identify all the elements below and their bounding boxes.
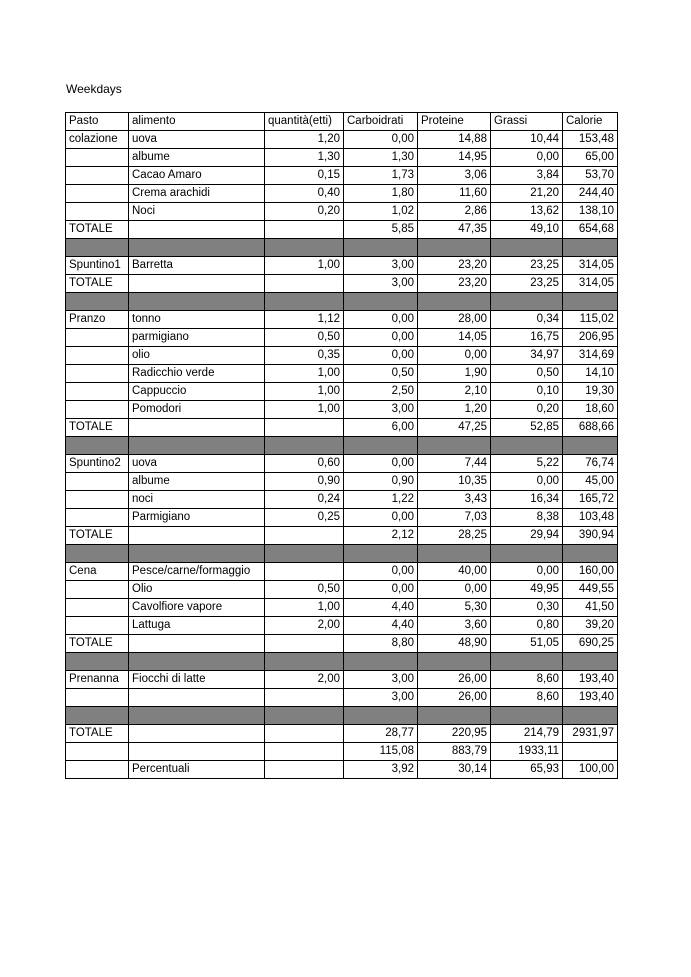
cell-quantita: 1,20 [265,131,344,149]
cell-pasto: Cena [66,563,129,581]
table-row [66,581,618,599]
cell-quantita: 1,00 [265,401,344,419]
table-row [66,725,618,743]
cell-pasto: TOTALE [66,527,129,545]
cell-alimento [129,275,265,293]
sheet-title: Weekdays [66,82,122,96]
cell-grassi: 0,80 [491,617,563,635]
cell-alimento [129,419,265,437]
cell-carboidrati [344,437,418,455]
cell-carboidrati: 8,80 [344,635,418,653]
cell-carboidrati: 3,00 [344,257,418,275]
cell-pasto: colazione [66,131,129,149]
table-row [66,761,618,779]
cell-proteine: 1,20 [418,401,491,419]
cell-grassi: 0,20 [491,401,563,419]
cell-grassi [491,293,563,311]
table-row [66,599,618,617]
table-row [66,311,618,329]
cell-quantita [265,221,344,239]
cell-grassi [491,545,563,563]
cell-proteine: 10,35 [418,473,491,491]
cell-alimento: Barretta [129,257,265,275]
cell-proteine: 2,10 [418,383,491,401]
table-row [66,275,618,293]
cell-alimento: albume [129,149,265,167]
cell-alimento: Noci [129,203,265,221]
cell-grassi: 23,25 [491,257,563,275]
cell-carboidrati: 1,73 [344,167,418,185]
cell-quantita [265,239,344,257]
cell-calorie: 690,25 [563,635,618,653]
cell-calorie: 314,05 [563,275,618,293]
cell-carboidrati [344,239,418,257]
cell-carboidrati: 1,80 [344,185,418,203]
cell-calorie [563,743,618,761]
cell-calorie: 654,68 [563,221,618,239]
cell-pasto [66,239,129,257]
cell-proteine: 28,25 [418,527,491,545]
cell-alimento: albume [129,473,265,491]
cell-proteine: 220,95 [418,725,491,743]
cell-proteine [418,707,491,725]
cell-quantita [265,653,344,671]
cell-calorie: 103,48 [563,509,618,527]
cell-calorie: 244,40 [563,185,618,203]
separator-row [66,545,618,563]
header-alimento: alimento [129,113,265,131]
cell-carboidrati: 6,00 [344,419,418,437]
cell-carboidrati [344,707,418,725]
cell-pasto [66,545,129,563]
cell-quantita: 2,00 [265,617,344,635]
cell-alimento: Cacao Amaro [129,167,265,185]
table-row [66,473,618,491]
cell-grassi [491,239,563,257]
cell-grassi: 21,20 [491,185,563,203]
cell-pasto [66,167,129,185]
cell-calorie: 45,00 [563,473,618,491]
table-row [66,743,618,761]
cell-proteine [418,293,491,311]
cell-pasto [66,365,129,383]
cell-calorie: 206,95 [563,329,618,347]
cell-calorie: 14,10 [563,365,618,383]
cell-proteine: 30,14 [418,761,491,779]
cell-quantita: 0,24 [265,491,344,509]
cell-carboidrati: 4,40 [344,617,418,635]
table-row [66,149,618,167]
cell-calorie: 53,70 [563,167,618,185]
cell-grassi: 8,38 [491,509,563,527]
cell-quantita: 0,25 [265,509,344,527]
cell-proteine: 3,60 [418,617,491,635]
cell-calorie: 76,74 [563,455,618,473]
cell-alimento: Lattuga [129,617,265,635]
cell-pasto [66,149,129,167]
cell-quantita [265,761,344,779]
cell-carboidrati: 1,02 [344,203,418,221]
cell-pasto [66,437,129,455]
cell-quantita [265,725,344,743]
cell-proteine [418,545,491,563]
cell-quantita: 0,35 [265,347,344,365]
cell-quantita [265,743,344,761]
cell-grassi: 13,62 [491,203,563,221]
cell-calorie [563,239,618,257]
cell-quantita [265,563,344,581]
cell-alimento: Parmigiano [129,509,265,527]
cell-grassi: 8,60 [491,671,563,689]
cell-grassi: 3,84 [491,167,563,185]
cell-pasto [66,383,129,401]
separator-row [66,437,618,455]
table-row [66,167,618,185]
cell-proteine: 5,30 [418,599,491,617]
cell-proteine: 47,35 [418,221,491,239]
cell-pasto [66,401,129,419]
cell-quantita: 1,00 [265,257,344,275]
table-row [66,635,618,653]
cell-quantita [265,419,344,437]
cell-pasto [66,203,129,221]
cell-calorie: 39,20 [563,617,618,635]
cell-grassi: 0,30 [491,599,563,617]
cell-grassi: 0,00 [491,473,563,491]
cell-quantita: 2,00 [265,671,344,689]
cell-proteine: 28,00 [418,311,491,329]
cell-pasto [66,509,129,527]
cell-quantita [265,437,344,455]
cell-pasto [66,293,129,311]
cell-pasto [66,599,129,617]
header-row [66,113,618,131]
cell-carboidrati: 0,50 [344,365,418,383]
cell-calorie: 449,55 [563,581,618,599]
cell-alimento [129,293,265,311]
cell-calorie: 193,40 [563,671,618,689]
table-row [66,329,618,347]
cell-grassi: 0,34 [491,311,563,329]
cell-carboidrati: 3,92 [344,761,418,779]
table-row [66,617,618,635]
cell-pasto [66,581,129,599]
cell-alimento: Crema arachidi [129,185,265,203]
cell-grassi: 52,85 [491,419,563,437]
cell-grassi: 49,10 [491,221,563,239]
cell-grassi: 49,95 [491,581,563,599]
table-row [66,563,618,581]
cell-alimento: uova [129,131,265,149]
cell-proteine: 40,00 [418,563,491,581]
header-proteine: Proteine [418,113,491,131]
cell-grassi: 1933,11 [491,743,563,761]
cell-grassi: 34,97 [491,347,563,365]
cell-proteine: 1,90 [418,365,491,383]
cell-carboidrati [344,653,418,671]
cell-alimento: olio [129,347,265,365]
cell-alimento [129,437,265,455]
cell-proteine: 7,03 [418,509,491,527]
cell-pasto [66,761,129,779]
cell-alimento: Pesce/carne/formaggio [129,563,265,581]
cell-calorie: 2931,97 [563,725,618,743]
cell-calorie [563,545,618,563]
table-row [66,455,618,473]
cell-pasto [66,689,129,707]
cell-grassi [491,707,563,725]
cell-pasto: Spuntino2 [66,455,129,473]
cell-carboidrati: 4,40 [344,599,418,617]
cell-calorie: 100,00 [563,761,618,779]
table-row [66,221,618,239]
cell-quantita [265,293,344,311]
cell-calorie [563,707,618,725]
cell-alimento [129,221,265,239]
cell-proteine: 7,44 [418,455,491,473]
cell-calorie: 18,60 [563,401,618,419]
cell-calorie: 65,00 [563,149,618,167]
cell-quantita: 1,00 [265,383,344,401]
cell-pasto: Pranzo [66,311,129,329]
cell-quantita [265,635,344,653]
cell-alimento [129,527,265,545]
cell-alimento: tonno [129,311,265,329]
cell-alimento [129,725,265,743]
cell-alimento [129,707,265,725]
cell-proteine [418,653,491,671]
cell-calorie: 688,66 [563,419,618,437]
cell-calorie [563,653,618,671]
cell-alimento: Pomodori [129,401,265,419]
cell-alimento: Radicchio verde [129,365,265,383]
table-row [66,131,618,149]
cell-proteine: 0,00 [418,347,491,365]
cell-calorie: 390,94 [563,527,618,545]
cell-grassi: 16,75 [491,329,563,347]
cell-alimento: Cappuccio [129,383,265,401]
cell-proteine: 47,25 [418,419,491,437]
cell-grassi: 0,00 [491,563,563,581]
header-quantita: quantità(etti) [265,113,344,131]
nutrition-table [65,112,618,779]
cell-alimento [129,545,265,563]
cell-carboidrati: 3,00 [344,671,418,689]
cell-grassi: 10,44 [491,131,563,149]
table-row [66,203,618,221]
table-row [66,347,618,365]
cell-grassi: 8,60 [491,689,563,707]
table-row [66,257,618,275]
cell-proteine: 23,20 [418,275,491,293]
cell-quantita: 1,30 [265,149,344,167]
cell-calorie: 153,48 [563,131,618,149]
cell-carboidrati: 0,00 [344,455,418,473]
cell-carboidrati: 1,30 [344,149,418,167]
cell-carboidrati: 0,00 [344,329,418,347]
cell-carboidrati: 0,00 [344,311,418,329]
cell-carboidrati: 0,90 [344,473,418,491]
cell-proteine: 11,60 [418,185,491,203]
cell-calorie: 19,30 [563,383,618,401]
cell-carboidrati: 3,00 [344,275,418,293]
table-row [66,383,618,401]
cell-calorie: 115,02 [563,311,618,329]
cell-calorie: 138,10 [563,203,618,221]
cell-quantita: 0,60 [265,455,344,473]
cell-grassi: 16,34 [491,491,563,509]
table-row [66,365,618,383]
cell-grassi: 65,93 [491,761,563,779]
cell-proteine: 883,79 [418,743,491,761]
cell-quantita: 0,90 [265,473,344,491]
cell-carboidrati: 0,00 [344,581,418,599]
cell-grassi: 5,22 [491,455,563,473]
cell-carboidrati: 2,12 [344,527,418,545]
cell-alimento: uova [129,455,265,473]
cell-proteine [418,437,491,455]
cell-proteine: 3,06 [418,167,491,185]
cell-carboidrati: 2,50 [344,383,418,401]
cell-pasto [66,653,129,671]
cell-calorie: 41,50 [563,599,618,617]
cell-quantita: 0,15 [265,167,344,185]
table-row [66,419,618,437]
cell-carboidrati [344,293,418,311]
cell-grassi: 29,94 [491,527,563,545]
cell-pasto: TOTALE [66,275,129,293]
cell-pasto [66,707,129,725]
cell-alimento: noci [129,491,265,509]
cell-calorie: 314,69 [563,347,618,365]
cell-carboidrati: 28,77 [344,725,418,743]
table-row [66,401,618,419]
cell-calorie: 314,05 [563,257,618,275]
cell-pasto: TOTALE [66,635,129,653]
cell-proteine: 0,00 [418,581,491,599]
cell-quantita [265,707,344,725]
cell-carboidrati: 0,00 [344,131,418,149]
cell-carboidrati: 115,08 [344,743,418,761]
cell-proteine: 14,05 [418,329,491,347]
cell-quantita: 1,00 [265,365,344,383]
cell-pasto [66,185,129,203]
cell-carboidrati: 0,00 [344,509,418,527]
cell-pasto: TOTALE [66,221,129,239]
cell-carboidrati [344,545,418,563]
cell-quantita: 1,00 [265,599,344,617]
separator-row [66,707,618,725]
cell-grassi: 0,50 [491,365,563,383]
cell-quantita: 0,50 [265,581,344,599]
cell-quantita [265,275,344,293]
cell-alimento [129,635,265,653]
cell-quantita: 0,20 [265,203,344,221]
cell-pasto: Spuntino1 [66,257,129,275]
cell-pasto [66,347,129,365]
separator-row [66,239,618,257]
cell-proteine: 48,90 [418,635,491,653]
cell-alimento: Percentuali [129,761,265,779]
cell-quantita [265,527,344,545]
cell-calorie: 193,40 [563,689,618,707]
header-grassi: Grassi [491,113,563,131]
cell-proteine: 14,88 [418,131,491,149]
table-row [66,491,618,509]
cell-grassi: 0,10 [491,383,563,401]
cell-proteine: 14,95 [418,149,491,167]
cell-alimento [129,743,265,761]
cell-grassi: 214,79 [491,725,563,743]
cell-calorie: 160,00 [563,563,618,581]
cell-pasto [66,743,129,761]
cell-alimento: Olio [129,581,265,599]
cell-alimento [129,653,265,671]
cell-grassi: 23,25 [491,275,563,293]
cell-proteine: 3,43 [418,491,491,509]
cell-grassi [491,437,563,455]
cell-proteine: 2,86 [418,203,491,221]
cell-quantita: 0,50 [265,329,344,347]
cell-proteine: 23,20 [418,257,491,275]
cell-alimento [129,239,265,257]
cell-carboidrati: 0,00 [344,563,418,581]
cell-calorie: 165,72 [563,491,618,509]
cell-proteine: 26,00 [418,671,491,689]
cell-pasto: TOTALE [66,419,129,437]
header-calorie: Calorie [563,113,618,131]
cell-carboidrati: 0,00 [344,347,418,365]
cell-carboidrati: 3,00 [344,689,418,707]
cell-proteine [418,239,491,257]
cell-pasto [66,329,129,347]
cell-quantita: 1,12 [265,311,344,329]
table-row [66,509,618,527]
separator-row [66,653,618,671]
separator-row [66,293,618,311]
cell-pasto [66,473,129,491]
cell-quantita [265,545,344,563]
cell-quantita: 0,40 [265,185,344,203]
cell-carboidrati: 3,00 [344,401,418,419]
cell-carboidrati: 5,85 [344,221,418,239]
cell-alimento: Cavolfiore vapore [129,599,265,617]
header-pasto: Pasto [66,113,129,131]
cell-alimento: Fiocchi di latte [129,671,265,689]
cell-pasto: TOTALE [66,725,129,743]
cell-alimento [129,689,265,707]
cell-carboidrati: 1,22 [344,491,418,509]
cell-grassi [491,653,563,671]
table-row [66,689,618,707]
table-row [66,185,618,203]
table-row [66,671,618,689]
cell-quantita [265,689,344,707]
table-row [66,527,618,545]
cell-grassi: 0,00 [491,149,563,167]
header-carboidrati: Carboidrati [344,113,418,131]
cell-calorie [563,293,618,311]
cell-pasto: Prenanna [66,671,129,689]
cell-calorie [563,437,618,455]
cell-proteine: 26,00 [418,689,491,707]
cell-alimento: parmigiano [129,329,265,347]
cell-pasto [66,491,129,509]
cell-grassi: 51,05 [491,635,563,653]
cell-pasto [66,617,129,635]
